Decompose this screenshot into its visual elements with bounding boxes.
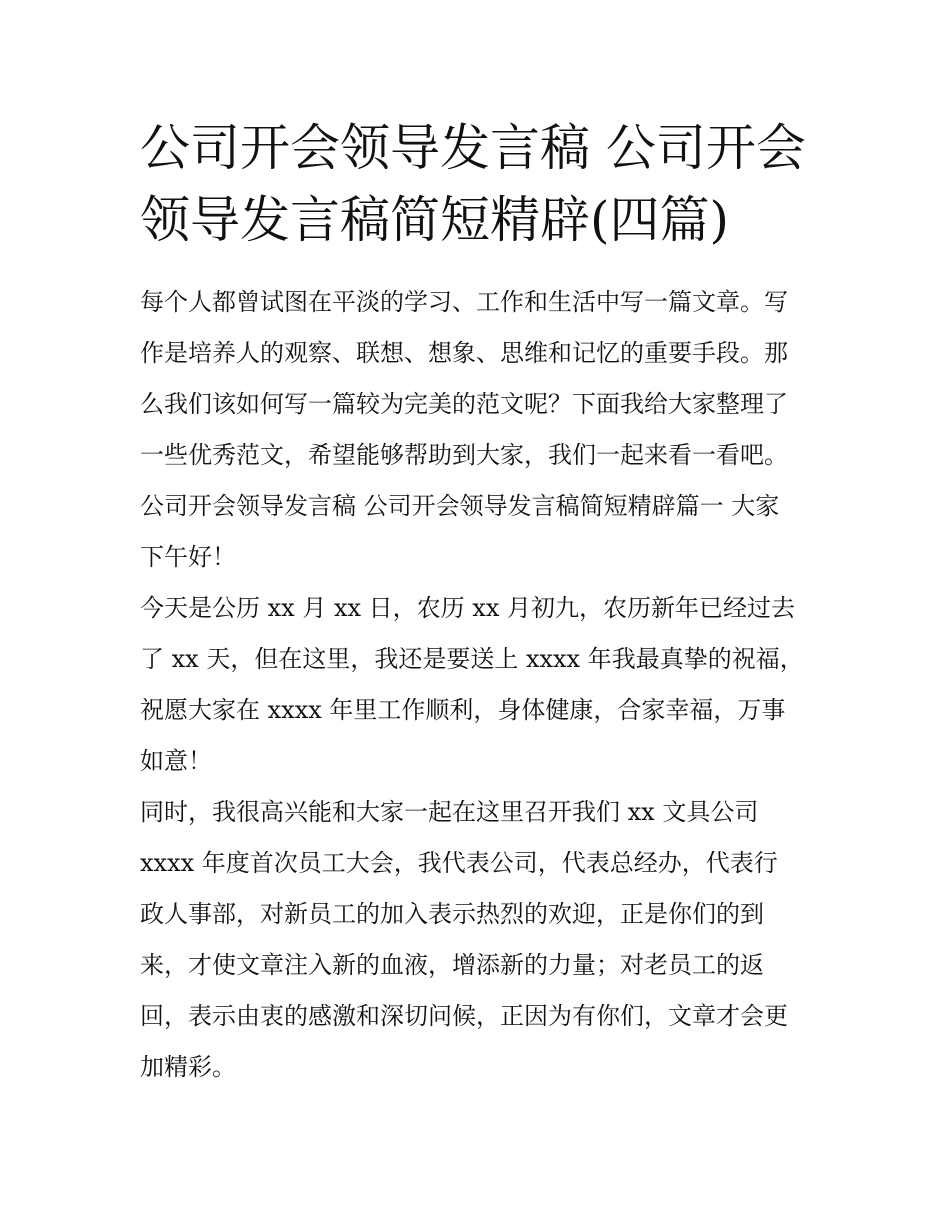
body-line-1: 每个人都曾试图在平淡的学习、工作和生活中写一篇文章。写 — [140, 288, 788, 316]
title-line-1: 公司开会领导发言稿 公司开会 — [140, 119, 806, 177]
title-line-2: 领导发言稿简短精辟(四篇) — [140, 191, 730, 249]
body-line-16: 加精彩。 — [140, 1053, 236, 1081]
body-line-4: 一些优秀范文，希望能够帮助到大家，我们一起来看一看吧。 — [140, 441, 788, 469]
document-body — [140, 277, 820, 1093]
body-line-7: 今天是公历 xx 月 xx 日，农历 xx 月初九，农历新年已经过去 — [140, 594, 795, 622]
body-line-14: 来，才使文章注入新的血液，增添新的力量；对老员工的返 — [140, 951, 764, 979]
body-line-6: 下午好！ — [140, 543, 236, 571]
body-line-9: 祝愿大家在 xxxx 年里工作顺利，身体健康，合家幸福，万事 — [140, 696, 786, 724]
body-line-15: 回，表示由衷的感激和深切问候，正因为有你们，文章才会更 — [140, 1002, 788, 1030]
body-line-11: 同时，我很高兴能和大家一起在这里召开我们 xx 文具公司 — [140, 798, 759, 826]
body-line-12: xxxx 年度首次员工大会，我代表公司，代表总经办，代表行 — [140, 849, 778, 877]
body-line-13: 政人事部，对新员工的加入表示热烈的欢迎，正是你们的到 — [140, 900, 764, 928]
body-line-10: 如意！ — [140, 747, 212, 775]
body-line-3: 么我们该如何写一篇较为完美的范文呢？下面我给大家整理了 — [140, 390, 788, 418]
document-title — [140, 112, 820, 256]
body-line-2: 作是培养人的观察、联想、想象、思维和记忆的重要手段。那 — [140, 339, 788, 367]
body-line-8: 了 xx 天，但在这里，我还是要送上 xxxx 年我最真挚的祝福， — [140, 645, 804, 673]
body-line-5: 公司开会领导发言稿 公司开会领导发言稿简短精辟篇一 大家 — [140, 492, 780, 520]
